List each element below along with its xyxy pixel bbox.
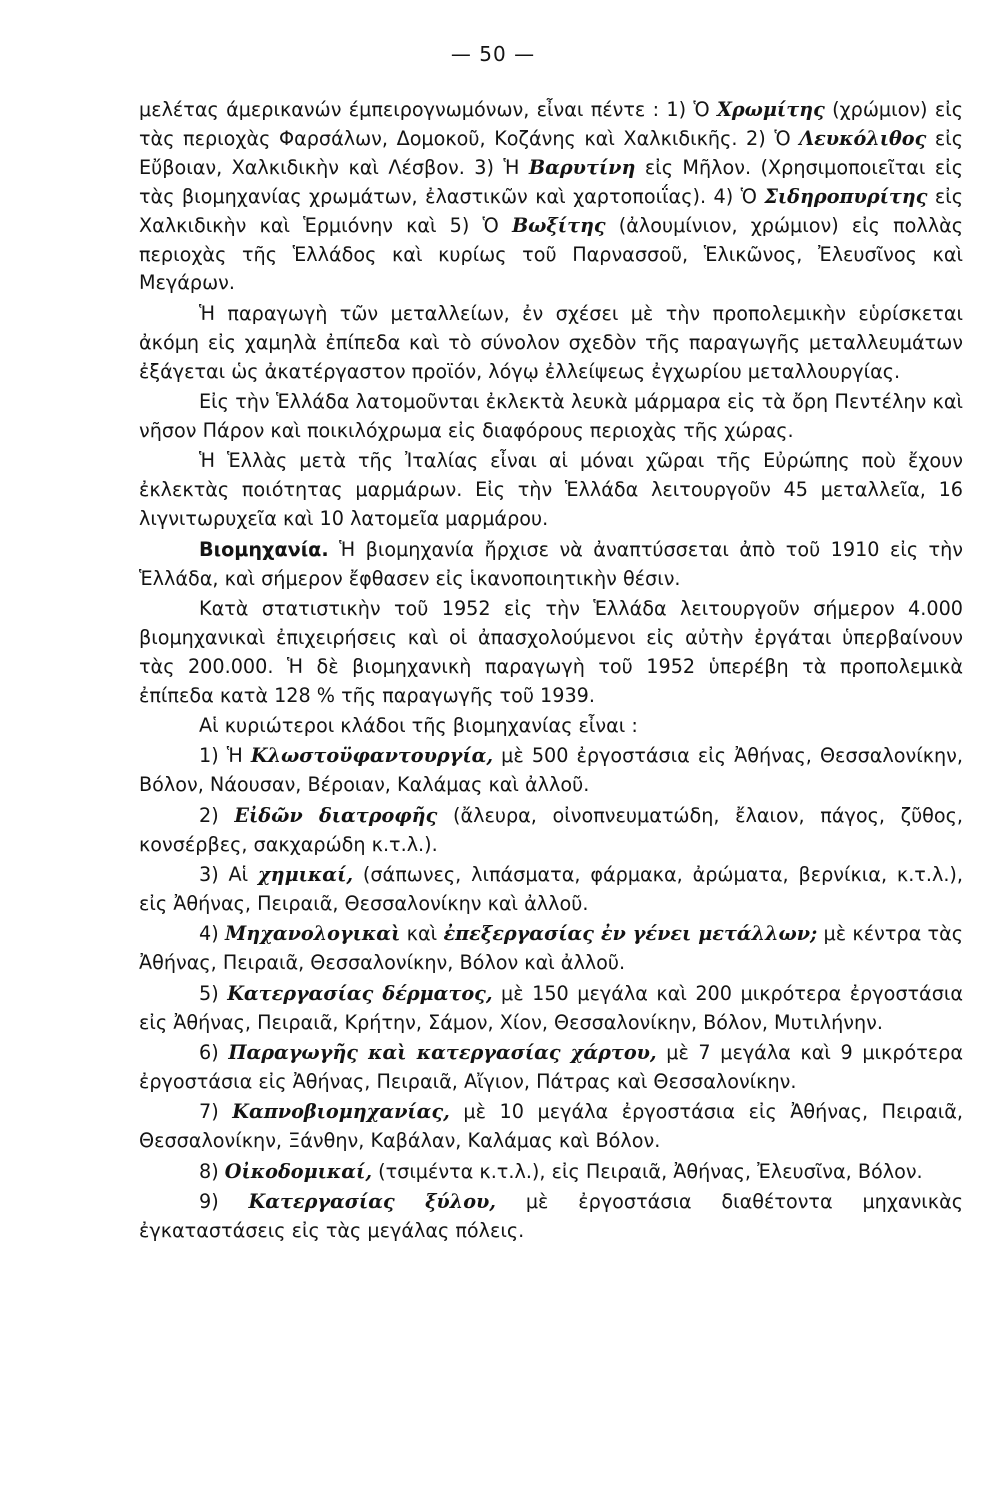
paragraph-statistics: Κατὰ στατιστικὴν τοῦ 1952 εἰς τὴν Ἑλλάδα λειτουργοῦν σήμερον 4.000 βιομηχανικαὶ ἐπιχειρήσεις καὶ οἱ ἀπασχολούμενοι εἰς αὐτὴν ἐργάται ὑπερβαίνουν τὰς 200.000. Ἡ δὲ βιομηχανικὴ παραγωγὴ τοῦ 1952 ὑπερέβη τὰ προπολεμικὰ ἐπίπεδα κατὰ 128 % τῆς παραγωγῆς τοῦ 1939. — [139, 596, 963, 707]
industry-item-8: 8) Οἰκοδομικαί, (τσιμέντα κ.τ.λ.), εἰς Πειραιᾶ, Ἀθήνας, Ἐλευσῖνα, Βόλον. — [199, 1159, 923, 1183]
paragraph-industry: Βιομηχανία. Ἡ βιομηχανία ἤρχισε νὰ ἀναπτύσσεται ἀπὸ τοῦ 1910 εἰς τὴν Ἑλλάδα, καὶ σήμερον ἔφθασεν εἰς ἱκανοποιητικὴν θέσιν. — [139, 537, 963, 590]
body-text — [139, 96, 963, 1247]
page-number: — 50 — — [450, 42, 536, 66]
mineral-bauxite: Βωξίτης — [511, 213, 606, 237]
industry-item-7: 7) Καπνοβιομηχανίας, μὲ 10 μεγάλα ἐργοστάσια εἰς Ἀθήνας, Πειραιᾶ, Θεσσαλονίκην, Ξάνθην, Καβάλαν, Καλάμας καὶ Βόλον. — [139, 1100, 963, 1153]
industry-item-5: 5) Κατεργασίας δέρματος, μὲ 150 μεγάλα καὶ 200 μικρότερα ἐργοστάσια εἰς Ἀθήνας, Πειραιᾶ, Κρήτην, Σάμον, Χίον, Θεσσαλονίκην, Βόλον, Μυτιλήνην. — [139, 981, 963, 1034]
section-heading-industry: Βιομηχανία. — [199, 537, 329, 561]
mineral-barite: Βαρυτίνη — [528, 155, 636, 179]
mineral-chromite: Χρωμίτης — [716, 98, 825, 121]
industry-item-6: 6) Παραγωγῆς καὶ κατεργασίας χάρτου, μὲ 7 μεγάλα καὶ 9 μικρότερα ἐργοστάσια εἰς Ἀθήνας, Πειραιᾶ, Αἴγιον, Πάτρας καὶ Θεσσαλονίκην. — [139, 1041, 963, 1093]
industry-item-2: 2) Εἰδῶν διατροφῆς (ἄλευρα, οἰνοπνευματώδη, ἔλαιον, πάγος, ζῦθος, κονσέρβες, σακχαρώδη κ.τ.λ.). — [139, 803, 964, 856]
paragraph-mine-production: Ἡ παραγωγὴ τῶν μεταλλείων, ἐν σχέσει μὲ τὴν προπολεμικὴν εὑρίσκεται ἀκόμη εἰς χαμηλὰ ἐπίπεδα καὶ τὸ σύνολον σχεδὸν τῆς παραγωγῆς μεταλλευμάτων ἐξάγεται ὡς ἀκατέργαστον προϊόν, λόγῳ ἐλλείψεως ἐγχωρίου μεταλλουργίας. — [139, 301, 963, 383]
paragraph-marble-quality: Ἡ Ἑλλὰς μετὰ τῆς Ἰταλίας εἶναι αἱ μόναι χῶραι τῆς Εὐρώπης ποὺ ἔχουν ἐκλεκτὰς ποιότητας μαρμάρων. Εἰς τὴν Ἑλλάδα λειτουργοῦν 45 μεταλλεῖα, 16 λιγνιτωρυχεῖα καὶ 10 λατομεῖα μαρμάρου. — [139, 449, 963, 531]
industry-item-1: 1) Ἡ Κλωστοϋφαντουργία, μὲ 500 ἐργοστάσια εἰς Ἀθήνας, Θεσσαλονίκην, Βόλον, Νάουσαν, Βέροιαν, Καλάμας καὶ ἀλλοῦ. — [139, 744, 963, 797]
paragraph-branches-intro: Αἱ κυριώτεροι κλάδοι τῆς βιομηχανίας εἶναι : — [199, 714, 638, 738]
industry-item-3: 3) Αἱ χημικαί, (σάπωνες, λιπάσματα, φάρμακα, ἀρώματα, βερνίκια, κ.τ.λ.), εἰς Ἀθήνας, Πειραιᾶ, Θεσσαλονίκην καὶ ἀλλοῦ. — [139, 863, 964, 915]
industry-item-4: 4) Μηχανολογικαὶ καὶ ἐπεξεργασίας ἐν γένει μετάλλων; μὲ κέντρα τὰς Ἀθήνας, Πειραιᾶ, Θεσσαλονίκην, Βόλον καὶ ἀλλοῦ. — [139, 922, 964, 975]
mineral-pyrite: Σιδηροπυρίτης — [764, 184, 928, 208]
mineral-magnesite: Λευκόλιθος — [799, 126, 927, 150]
paragraph-marble: Εἰς τὴν Ἑλλάδα λατομοῦνται ἐκλεκτὰ λευκὰ μάρμαρα εἰς τὰ ὄρη Πεντέλην καὶ νῆσον Πάρον καὶ ποικιλόχρωμα εἰς διαφόρους περιοχὰς τῆς χώρας. — [139, 390, 963, 442]
paragraph-minerals: μελέτας άμερικανών έμπειρογνωμόνων, εἶναι πέντε : 1) Ὁ Χρωμίτης (χρώμιον) εἰς τὰς περιοχὰς Φαρσάλων, Δομοκοῦ, Κοζάνης καὶ Χαλκιδικῆς. 2) Ὁ Λευκόλιθος εἰς Εὔβοιαν, Χαλκιδικὴν καὶ Λέσβον. 3) Ἡ Βαρυτίνη εἰς Μῆλον. (Χρησιμοποιεῖται εἰς τὰς βιομηχανίας χρωμάτων, ἐλαστικῶν καὶ χαρτοποιΐας). 4) Ὁ Σιδηροπυρίτης εἰς Χαλκιδικὴν καὶ Ἑρμιόνην καὶ 5) Ὁ Βωξίτης (ἀλουμίνιον, χρώμιον) εἰς πολλὰς περιοχὰς τῆς Ἑλλάδος καὶ κυρίως τοῦ Παρνασσοῦ, Ἑλικῶνος, Ἐλευσῖνος καὶ Μεγάρων. — [139, 98, 964, 295]
industry-item-9: 9) Κατεργασίας ξύλου, μὲ ἐργοστάσια διαθέτοντα μηχανικὰς ἐγκαταστάσεις εἰς τὰς μεγάλας πόλεις. — [139, 1190, 964, 1242]
